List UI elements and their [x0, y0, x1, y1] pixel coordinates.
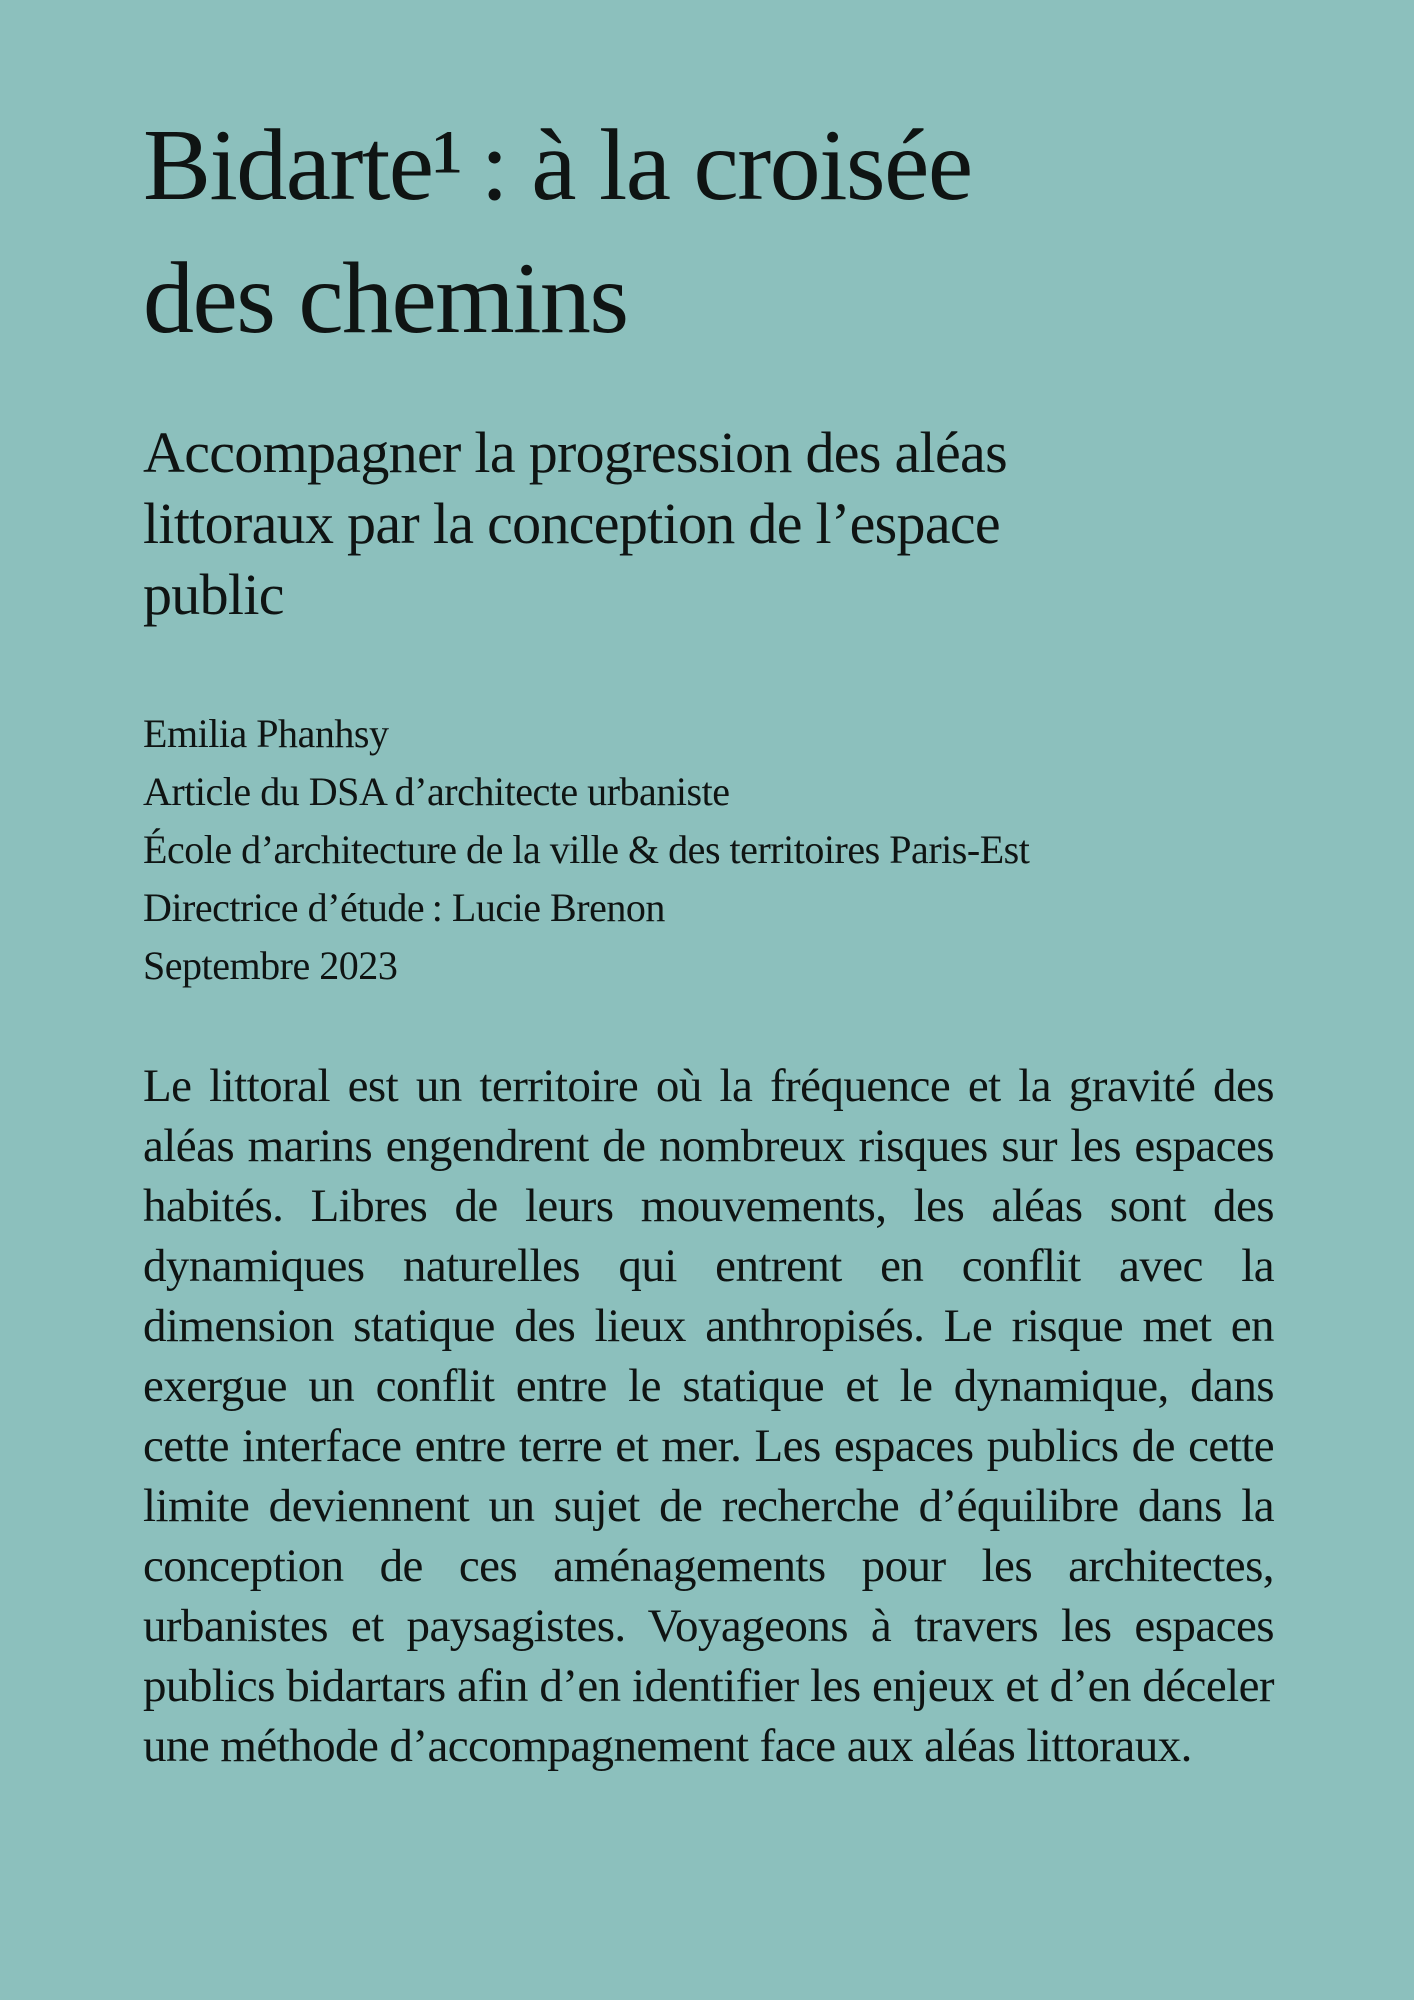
article-subtitle-line-1: Accompagner la progression des aléas	[143, 420, 1007, 486]
article-subtitle-line-2: littoraux par la conception de l’espace	[143, 491, 1000, 557]
abstract-paragraph: Le littoral est un territoire où la fréquence et la gravité des aléas marins engendrent de nombreux risques sur les espaces habités. Libres de leurs mouvements, les aléas sont des dynamiques naturelles qui entrent en conflit avec la dimension statique des lieux anthropisés. Le risque met en exergue un conflit entre le statique et le dynamique, dans cette interface entre terre et mer. Les espaces publics de cette limite deviennent un sujet de recherche d’équilibre dans la conception de ces aménagements pour les architectes, urbanistes et paysagistes. Voyageons à travers les espaces publics bidartars afin d’en identifier les enjeux et d’en déceler une méthode d’accompagnement face aux aléas littoraux.	[143, 1060, 1274, 1773]
byline-date: Septembre 2023	[143, 943, 398, 989]
byline-block	[143, 705, 1274, 995]
article-title-line-1: Bidarte¹ : à la croisée	[143, 109, 972, 222]
byline-work-type: Article du DSA d’architecte urbaniste	[143, 769, 730, 815]
article-subtitle-line-3: public	[143, 562, 284, 628]
article-subtitle	[143, 417, 1274, 630]
byline-study-director: Directrice d’étude : Lucie Brenon	[143, 885, 665, 931]
byline-author: Emilia Phanhsy	[143, 711, 389, 757]
article-title-line-2: des chemins	[143, 241, 628, 355]
article-title	[143, 100, 1274, 365]
byline-school: École d’architecture de la ville & des territoires Paris-Est	[143, 827, 1030, 873]
